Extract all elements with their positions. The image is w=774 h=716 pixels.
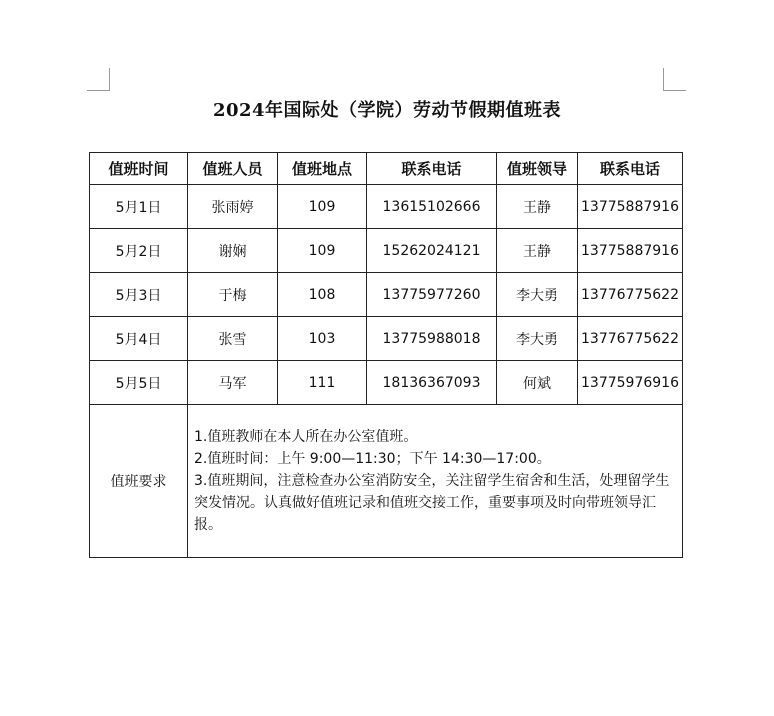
table-row xyxy=(90,229,683,273)
header-duty-location: 值班地点 xyxy=(278,153,367,185)
cell-leader-phone: 13775887916 xyxy=(578,185,683,229)
cell-leader-phone: 13775887916 xyxy=(578,229,683,273)
requirement-item: 1.值班教师在本人所在办公室值班。 xyxy=(194,429,418,445)
header-duty-leader: 值班领导 xyxy=(497,153,578,185)
cell-location: 103 xyxy=(278,317,367,361)
header-duty-staff: 值班人员 xyxy=(188,153,278,185)
cell-location: 109 xyxy=(278,229,367,273)
cell-location: 108 xyxy=(278,273,367,317)
cell-location: 111 xyxy=(278,361,367,405)
cell-staff-phone: 13775988018 xyxy=(367,317,497,361)
cell-date: 5月4日 xyxy=(90,317,188,361)
page-corner-mark-top-left xyxy=(87,68,110,91)
cell-staff-phone: 13615102666 xyxy=(367,185,497,229)
cell-staff: 马军 xyxy=(188,361,278,405)
cell-staff-phone: 15262024121 xyxy=(367,229,497,273)
cell-leader: 李大勇 xyxy=(497,273,578,317)
cell-leader-phone: 13776775622 xyxy=(578,317,683,361)
table-row xyxy=(90,273,683,317)
header-leader-phone: 联系电话 xyxy=(578,153,683,185)
duty-table xyxy=(89,152,683,558)
table-row xyxy=(90,361,683,405)
header-staff-phone: 联系电话 xyxy=(367,153,497,185)
cell-leader-phone: 13775976916 xyxy=(578,361,683,405)
cell-date: 5月2日 xyxy=(90,229,188,273)
requirements-content xyxy=(188,405,683,558)
table-row xyxy=(90,317,683,361)
header-duty-date: 值班时间 xyxy=(90,153,188,185)
cell-leader: 王静 xyxy=(497,229,578,273)
table-row xyxy=(90,185,683,229)
cell-staff: 张雨婷 xyxy=(188,185,278,229)
cell-leader: 李大勇 xyxy=(497,317,578,361)
cell-leader-phone: 13776775622 xyxy=(578,273,683,317)
requirement-item: 3.值班期间，注意检查办公室消防安全，关注留学生宿舍和生活，处理留学生突发情况。认真做好值班记录和值班交接工作，重要事项及时向带班领导汇报。 xyxy=(194,473,670,533)
cell-leader: 王静 xyxy=(497,185,578,229)
cell-date: 5月1日 xyxy=(90,185,188,229)
cell-staff: 于梅 xyxy=(188,273,278,317)
cell-date: 5月5日 xyxy=(90,361,188,405)
cell-staff: 张雪 xyxy=(188,317,278,361)
cell-staff: 谢娴 xyxy=(188,229,278,273)
cell-date: 5月3日 xyxy=(90,273,188,317)
cell-location: 109 xyxy=(278,185,367,229)
page-title: 2024年国际处（学院）劳动节假期值班表 xyxy=(212,100,562,121)
cell-leader: 何斌 xyxy=(497,361,578,405)
cell-staff-phone: 13775977260 xyxy=(367,273,497,317)
requirements-label: 值班要求 xyxy=(90,405,188,558)
requirements-row xyxy=(90,405,683,558)
cell-staff-phone: 18136367093 xyxy=(367,361,497,405)
page-corner-mark-top-right xyxy=(663,68,686,91)
requirement-item: 2.值班时间：上午 9:00—11:30；下午 14:30—17:00。 xyxy=(194,451,551,467)
table-header-row xyxy=(90,153,683,185)
